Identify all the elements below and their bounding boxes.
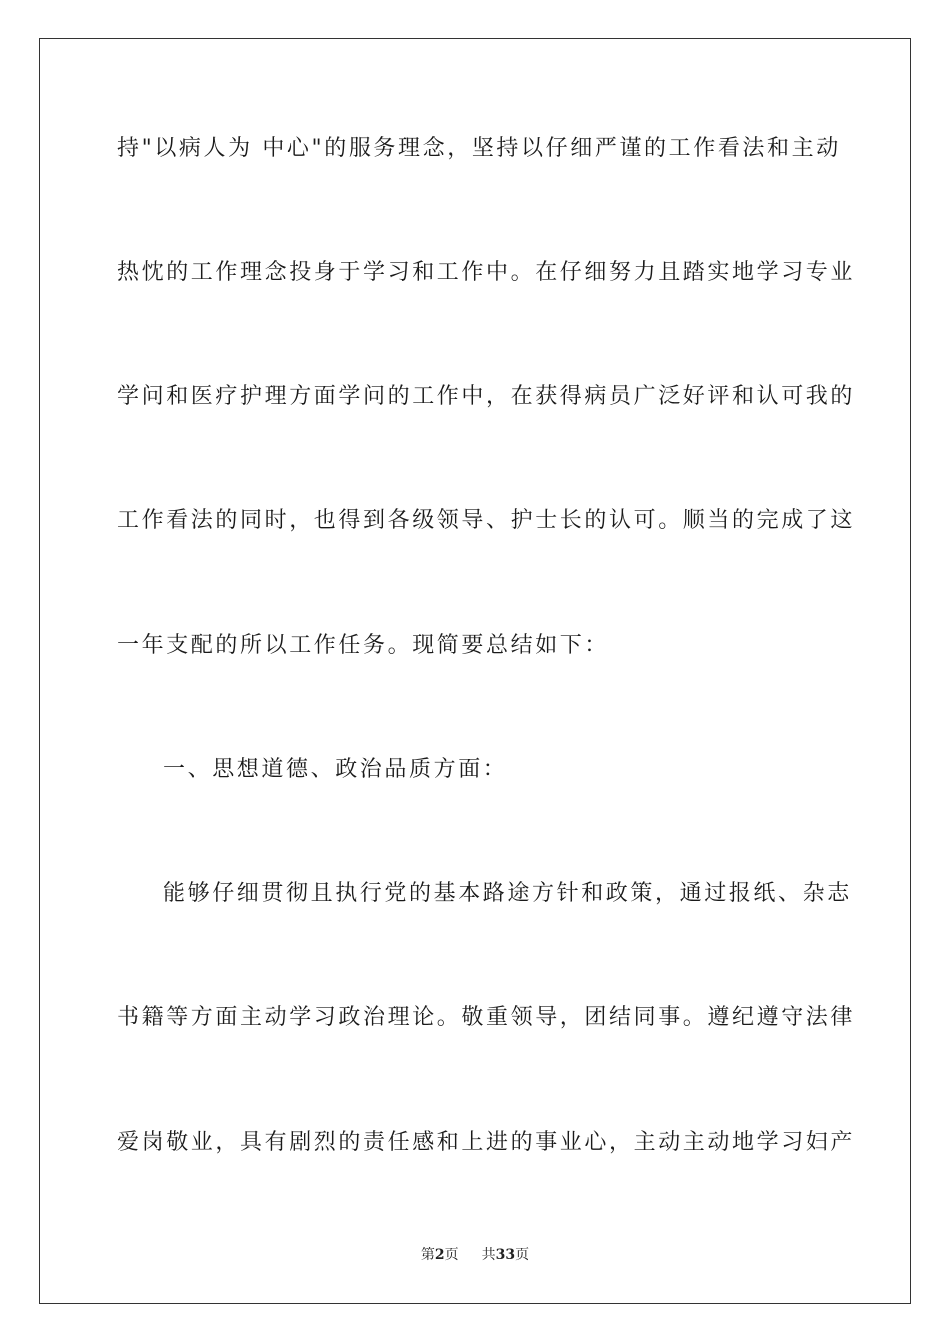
paragraph-line: 一年支配的所以工作任务。现简要总结如下： <box>117 633 610 658</box>
paragraph-line: 能够仔细贯彻且执行党的基本路途方针和政策，通过报纸、杂志 <box>163 881 852 906</box>
total-label-prefix: 共 <box>481 1247 496 1263</box>
paragraph-line: 持"以病人为 中心"的服务理念，坚持以仔细严谨的工作看法和主动 <box>117 136 841 161</box>
page-label-suffix: 页 <box>444 1247 459 1263</box>
paragraph-line: 爱岗敬业，具有剧烈的责任感和上进的事业心，主动主动地学习妇产 <box>117 1130 856 1155</box>
paragraph-line: 学问和医疗护理方面学问的工作中，在获得病员广泛好评和认可我的 <box>117 384 856 409</box>
current-page-number: 2 <box>434 1247 445 1263</box>
paragraph-line: 工作看法的同时，也得到各级领导、护士长的认可。顺当的完成了这 <box>117 508 856 533</box>
total-page-count: 33 <box>495 1247 516 1263</box>
paragraph-line: 书籍等方面主动学习政治理论。敬重领导，团结同事。遵纪遵守法律 <box>117 1005 856 1030</box>
page-label-prefix: 第 <box>420 1247 435 1263</box>
page-frame <box>39 38 911 1304</box>
section-heading: 一、思想道德、政治品质方面： <box>163 757 508 782</box>
paragraph-line: 热忱的工作理念投身于学习和工作中。在仔细努力且踏实地学习专业 <box>117 260 856 285</box>
page-footer <box>0 1246 950 1264</box>
total-label-suffix: 页 <box>515 1247 530 1263</box>
